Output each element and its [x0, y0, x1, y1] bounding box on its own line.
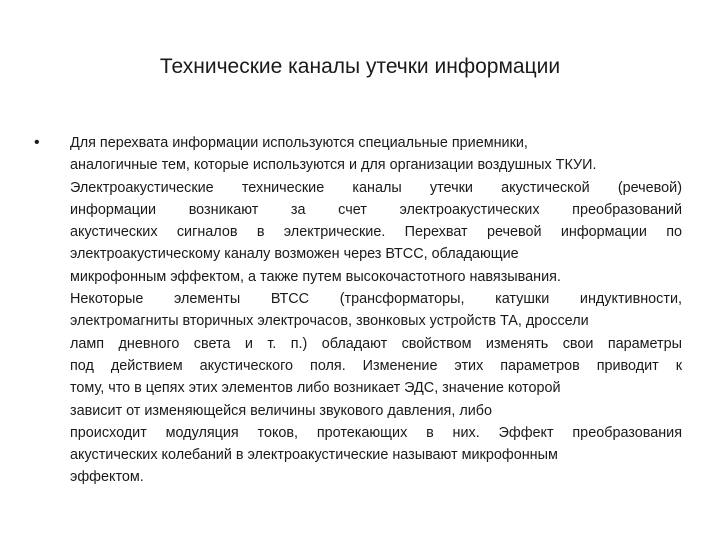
text-line: микрофонным эффектом, а также путем высокочастотного навязывания.: [70, 268, 561, 285]
text-line: акустических сигналов в электрические. Перехват речевой информации по: [70, 224, 682, 241]
text-line: происходит модуляция токов, протекающих в них. Эффект преобразования: [70, 424, 682, 441]
text-line: Некоторые элементы ВТСС (трансформаторы, катушки индуктивности,: [70, 291, 682, 308]
slide-title: Технические каналы утечки информации: [159, 55, 561, 78]
text-line: Для перехвата информации используются специальные приемники,: [70, 135, 528, 151]
bullet-marker: •: [34, 134, 40, 151]
text-line: аналогичные тем, которые используются и для организации воздушных ТКУИ.: [70, 157, 597, 174]
text-line: ламп дневного света и т. п.) обладают свойством изменять свои параметры: [70, 335, 682, 352]
text-line: Электроакустические технические каналы утечки акустической (речевой): [70, 179, 682, 196]
text-line: тому, что в цепях этих элементов либо возникает ЭДС, значение которой: [70, 380, 561, 397]
text-line: зависит от изменяющейся величины звукового давления, либо: [70, 402, 492, 419]
text-line: электроакустическому каналу возможен через ВТСС, обладающие: [70, 246, 519, 263]
bullet-text: [70, 132, 682, 489]
text-line: акустических колебаний в электроакустические называют микрофонным: [70, 447, 558, 464]
text-line: эффектом.: [70, 469, 144, 486]
text-line: электромагниты вторичных электрочасов, звонковых устройств ТА, дроссели: [70, 313, 589, 330]
text-line: информации возникают за счет электроакустических преобразований: [70, 201, 682, 218]
text-line: под действием акустического поля. Изменение этих параметров приводит к: [70, 357, 682, 374]
